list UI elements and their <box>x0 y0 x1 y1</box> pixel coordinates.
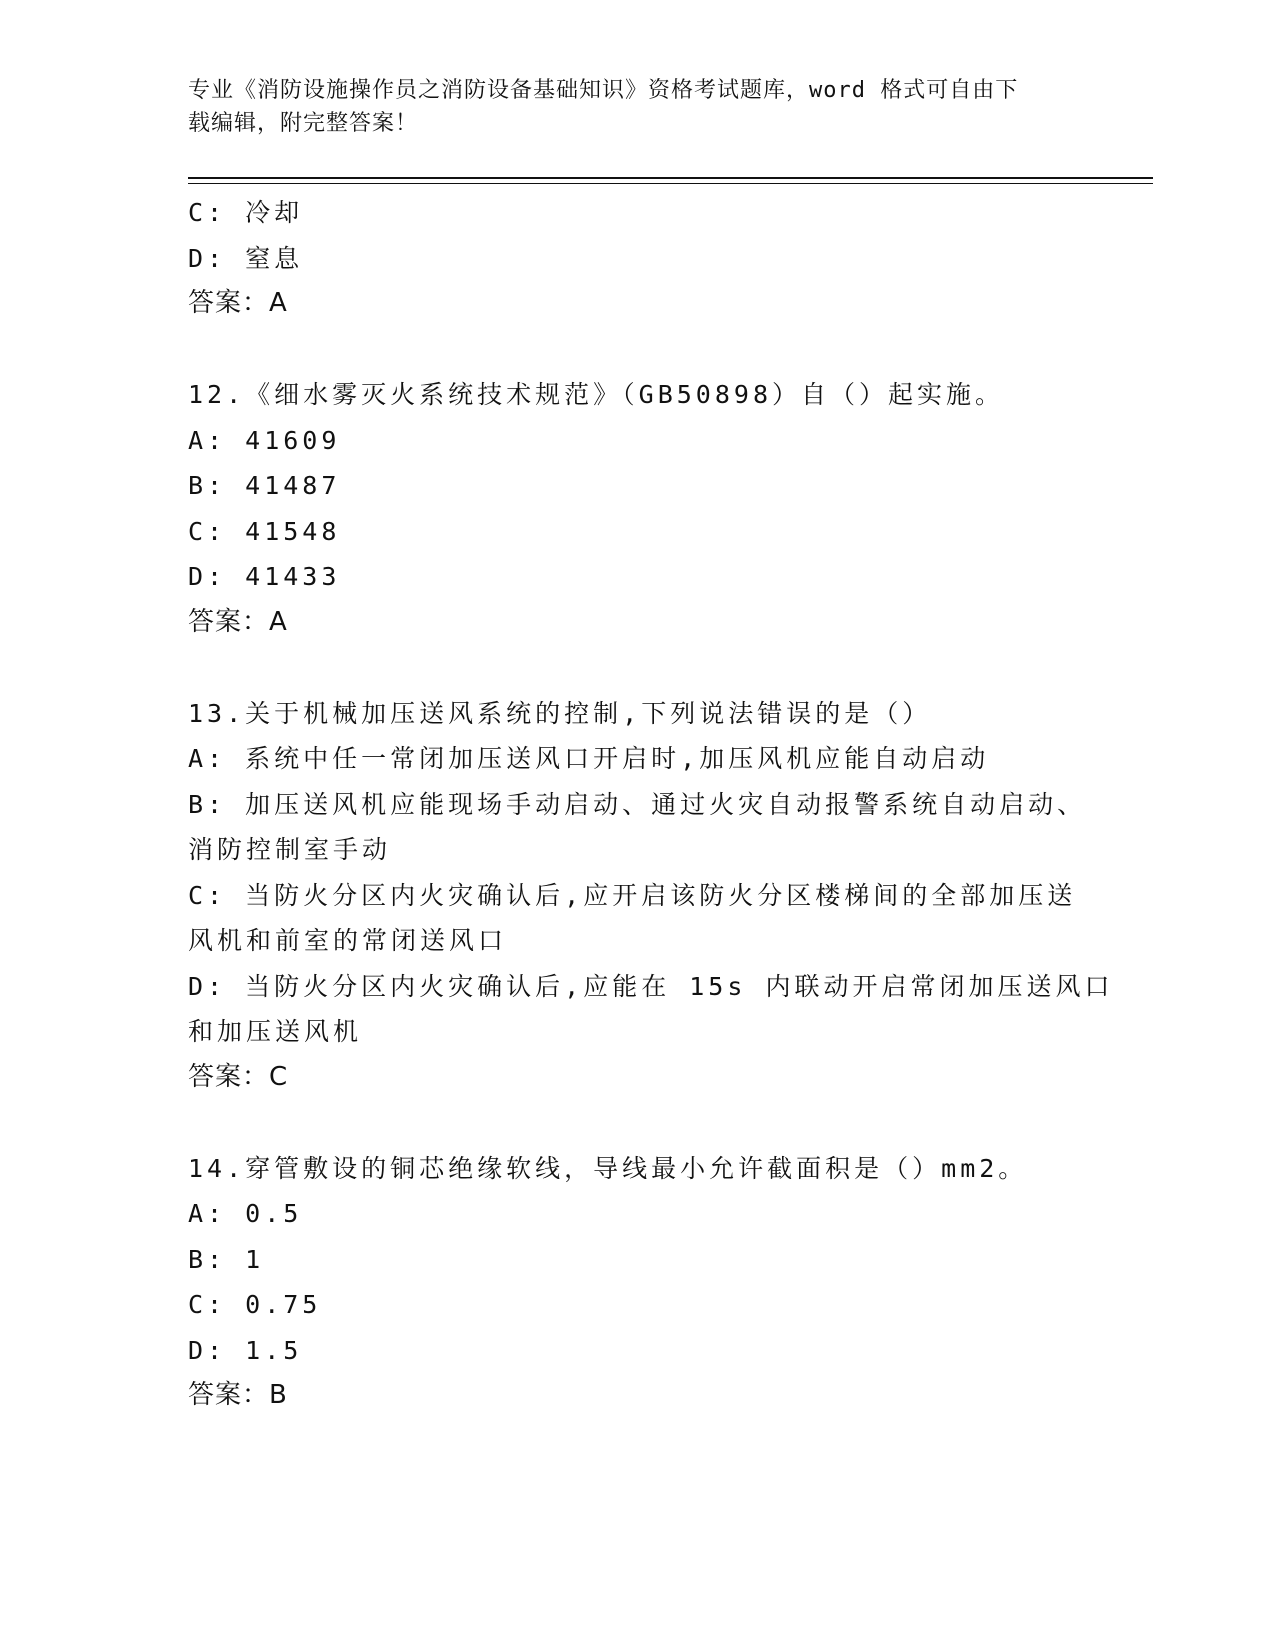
document-header <box>188 74 1088 140</box>
question-11 <box>188 190 1088 327</box>
q12-question: 12.《细水雾灭火系统技术规范》（GB50898）自（）起实施。 <box>188 380 1005 409</box>
q14-option-b: B: 1 <box>188 1244 265 1274</box>
q13-option-c-line-2: 风机和前室的常闭送风口 <box>188 926 508 955</box>
q13-option-d-line-2: 和加压送风机 <box>188 1017 363 1046</box>
q13-answer: 答案：C <box>188 1061 289 1092</box>
q14-option-c: C: 0.75 <box>188 1290 322 1319</box>
header-rule-thin <box>188 183 1153 184</box>
q11-option-d: D: 窒息 <box>188 243 304 273</box>
question-12 <box>188 372 1088 645</box>
q14-question: 14.穿管敷设的铜芯绝缘软线，导线最小允许截面积是（）mm2。 <box>188 1153 1028 1183</box>
q14-option-a: A: 0.5 <box>188 1199 303 1228</box>
q13-option-b-line-2: 消防控制室手动 <box>188 835 392 864</box>
q11-option-c: C: 冷却 <box>188 198 304 227</box>
header-line-1: 专业《消防设施操作员之消防设备基础知识》资格考试题库，word 格式可自由下 <box>188 78 1019 103</box>
header-rule-thick <box>188 177 1153 179</box>
q13-option-a: A: 系统中任一常闭加压送风口开启时,加压风机应能自动启动 <box>188 744 990 773</box>
question-14 <box>188 1146 1088 1419</box>
q12-answer: 答案：A <box>188 606 288 637</box>
q14-answer: 答案：B <box>188 1380 288 1410</box>
spacer <box>188 327 1088 373</box>
header-line-2: 载编辑，附完整答案！ <box>188 111 419 136</box>
question-list <box>188 190 1114 1419</box>
spacer <box>188 1100 1088 1146</box>
q12-option-a: A: 41609 <box>188 425 341 455</box>
q12-option-b: B: 41487 <box>188 471 341 500</box>
q13-option-b-line-1: B: 加压送风机应能现场手动启动、通过火灾自动报警系统自动启动、 <box>188 789 1087 819</box>
q11-answer: 答案：A <box>188 288 288 318</box>
q12-option-d: D: 41433 <box>188 562 341 591</box>
q13-question: 13.关于机械加压送风系统的控制,下列说法错误的是（） <box>188 698 932 728</box>
question-13 <box>188 691 1114 1101</box>
q14-option-d: D: 1.5 <box>188 1335 303 1365</box>
spacer <box>188 645 1088 691</box>
q13-option-d-line-1: D: 当防火分区内火灾确认后,应能在 15s 内联动开启常闭加压送风口 <box>188 971 1114 1001</box>
q12-option-c: C: 41548 <box>188 516 341 546</box>
q13-option-c-line-1: C: 当防火分区内火灾确认后,应开启该防火分区楼梯间的全部加压送 <box>188 880 1077 910</box>
